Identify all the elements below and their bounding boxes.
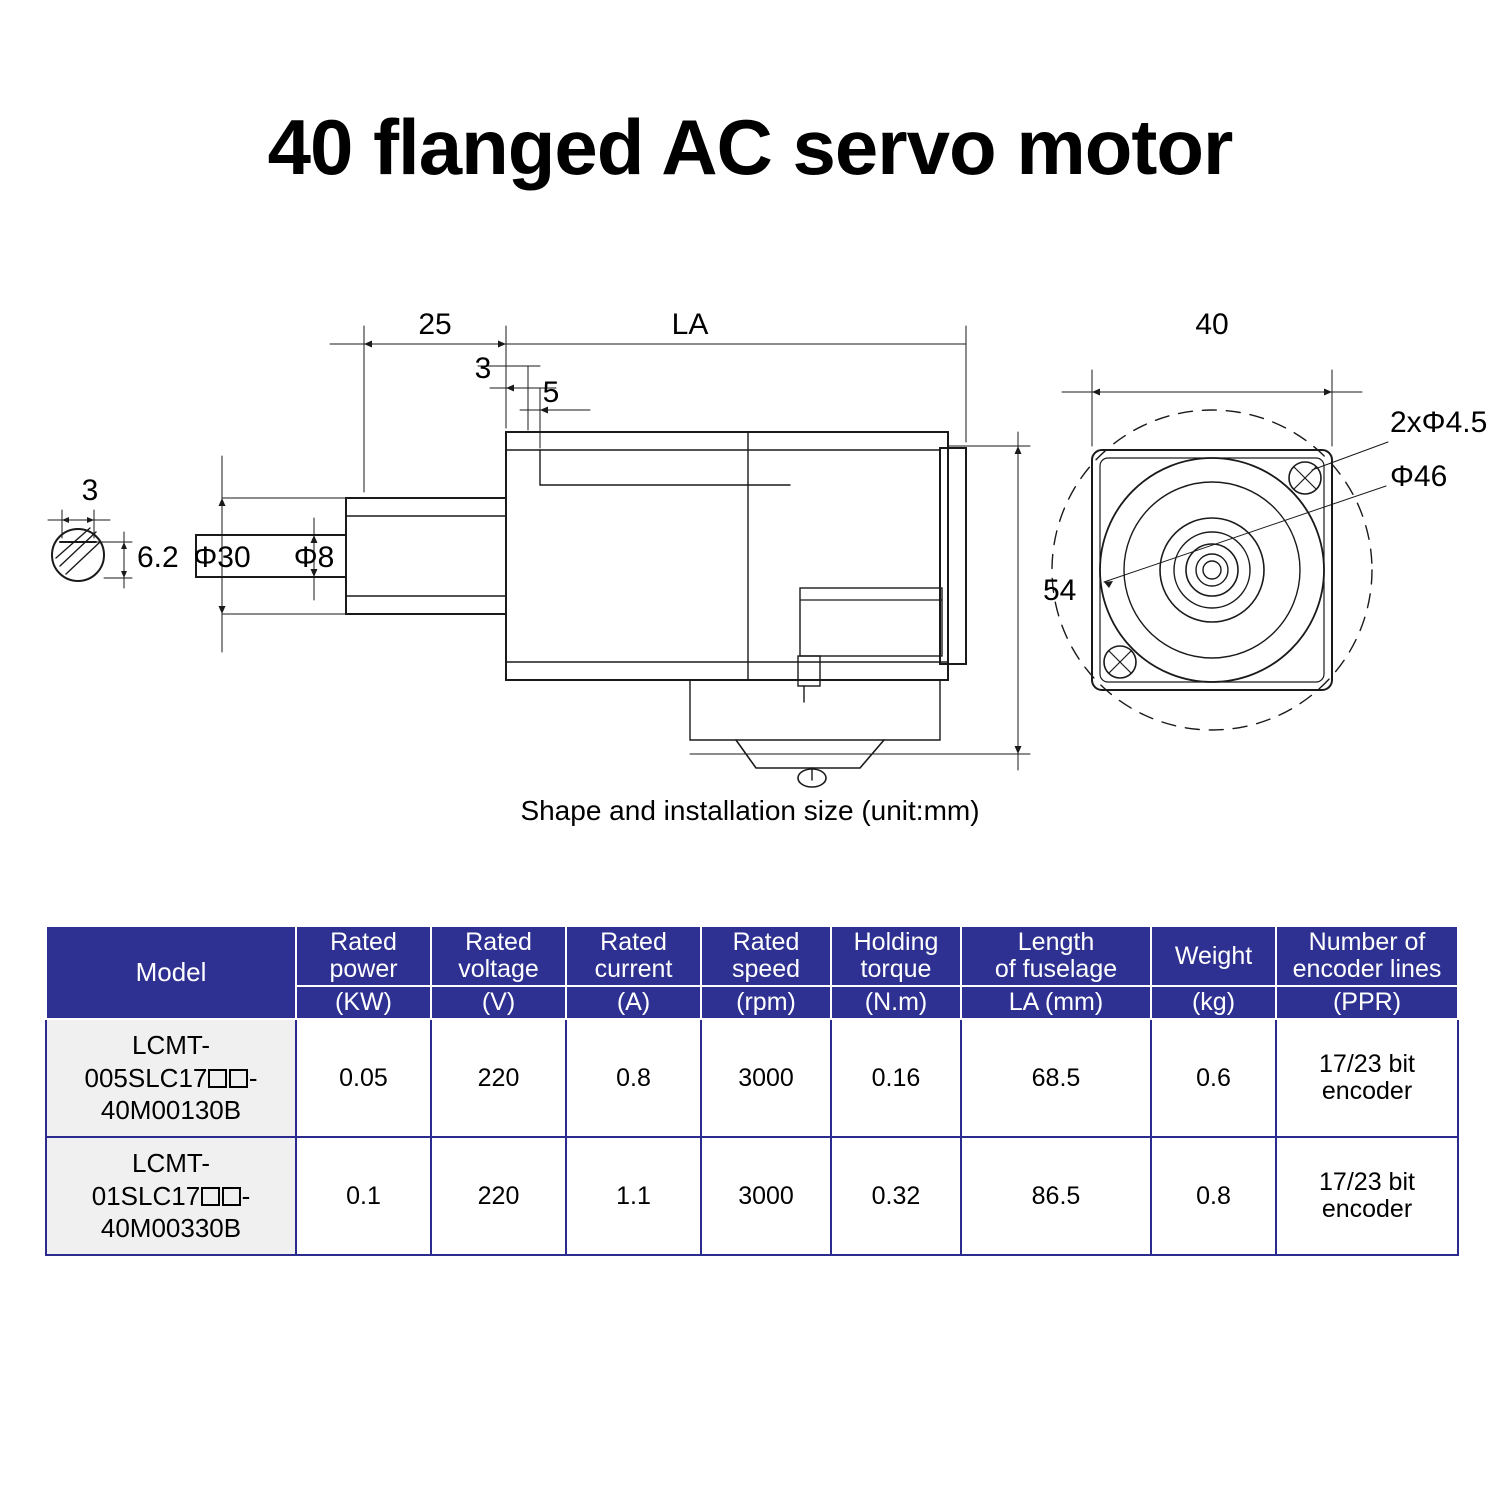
column-header-weight: [1151, 926, 1276, 986]
drawing-caption: Shape and installation size (unit:mm): [520, 795, 980, 826]
column-header-line2: speed: [731, 955, 801, 983]
cell-length-of-fuselage: 68.5: [961, 1019, 1151, 1137]
model-line-1: LCMT-: [132, 1030, 210, 1061]
model-prefix: 01SLC17: [91, 1180, 201, 1211]
cell-rated-current: 0.8: [566, 1019, 701, 1137]
dim-label-62: 6.2: [137, 541, 179, 574]
dim-label-25: 25: [418, 308, 452, 341]
column-unit-rated-current: (A): [566, 986, 701, 1019]
cell-length-of-fuselage: 86.5: [961, 1137, 1151, 1255]
cell-weight: 0.6: [1151, 1019, 1276, 1137]
dim-label-54: 54: [1043, 574, 1077, 607]
column-header-line1: Rated: [465, 928, 532, 956]
column-header-line2: current: [594, 955, 673, 983]
column-header-rated-speed: [701, 926, 831, 986]
end-view: [1052, 370, 1388, 730]
column-unit-length-of-fuselage: LA (mm): [961, 986, 1151, 1019]
cell-holding-torque: 0.16: [831, 1019, 961, 1137]
encoder-line-2: encoder: [1321, 1077, 1413, 1105]
cell-rated-voltage: 220: [431, 1137, 566, 1255]
column-unit-encoder-lines: (PPR): [1276, 986, 1458, 1019]
cell-rated-current: 1.1: [566, 1137, 701, 1255]
dim-label-la: LA: [671, 308, 709, 341]
cell-encoder-lines: [1276, 1137, 1458, 1255]
placeholder-box-icon: [229, 1069, 248, 1088]
column-header-line1: Length: [1017, 928, 1095, 956]
column-header-rated-current: [566, 926, 701, 986]
column-header-line1: Rated: [330, 928, 397, 956]
column-header-line1: Weight: [1174, 941, 1253, 970]
cell-rated-power: 0.1: [296, 1137, 431, 1255]
column-unit-holding-torque: (N.m): [831, 986, 961, 1019]
dim-label-40: 40: [1195, 308, 1229, 341]
specification-table: [45, 925, 1459, 1256]
placeholder-box-icon: [208, 1069, 227, 1088]
encoder-line-1: 17/23 bit: [1319, 1168, 1415, 1196]
cell-rated-power: 0.05: [296, 1019, 431, 1137]
column-unit-rated-speed: (rpm): [701, 986, 831, 1019]
keyway-end-view: [48, 510, 132, 588]
column-header-length-of-fuselage: [961, 926, 1151, 986]
cell-encoder-lines: [1276, 1019, 1458, 1137]
placeholder-box-icon: [201, 1187, 220, 1206]
model-line-3: 40M00330B: [100, 1213, 242, 1244]
encoder-line-1: 17/23 bit: [1319, 1050, 1415, 1078]
column-header-rated-voltage: [431, 926, 566, 986]
model-line-2: [50, 1062, 292, 1095]
column-header-holding-torque: [831, 926, 961, 986]
cell-rated-voltage: 220: [431, 1019, 566, 1137]
column-header-model: Model: [46, 926, 296, 1019]
model-suffix: -: [241, 1180, 251, 1211]
table-row: [46, 1137, 1458, 1255]
column-header-line1: Rated: [732, 928, 800, 956]
table-row: [46, 1019, 1458, 1137]
drawing-svg: [0, 270, 1500, 790]
dim-label-3-top: 3: [474, 352, 492, 385]
dim-label-phi46: Φ46: [1390, 460, 1448, 493]
column-header-line1: Rated: [600, 928, 667, 956]
model-line-3: 40M00130B: [100, 1095, 242, 1126]
column-header-line1: Holding: [853, 928, 939, 956]
cell-holding-torque: 0.32: [831, 1137, 961, 1255]
encoder-line-2: encoder: [1321, 1195, 1413, 1223]
page-title: 40 flanged AC servo motor: [267, 103, 1233, 191]
model-suffix: -: [248, 1062, 258, 1093]
dim-label-2xphi45: 2xΦ4.5: [1390, 406, 1488, 439]
column-header-encoder-lines: [1276, 926, 1458, 986]
column-header-line2: voltage: [458, 955, 539, 983]
table-body: [46, 1019, 1458, 1255]
cell-rated-speed: 3000: [701, 1137, 831, 1255]
technical-drawing: [0, 270, 1500, 790]
table-header: [46, 926, 1458, 1019]
cell-rated-speed: 3000: [701, 1019, 831, 1137]
column-header-line1: Number of: [1308, 928, 1426, 956]
model-line-1: LCMT-: [132, 1148, 210, 1179]
column-header-line2: power: [329, 955, 398, 983]
column-header-line2: of fuselage: [994, 955, 1118, 983]
column-unit-rated-voltage: (V): [431, 986, 566, 1019]
column-unit-weight: (kg): [1151, 986, 1276, 1019]
cell-model: [46, 1137, 296, 1255]
column-header-line2: encoder lines: [1292, 955, 1442, 983]
column-unit-rated-power: (KW): [296, 986, 431, 1019]
dim-label-3-left: 3: [81, 474, 99, 507]
dim-label-phi30: Φ30: [193, 541, 251, 574]
column-header-rated-power: [296, 926, 431, 986]
table-header-row-names: [46, 926, 1458, 986]
dim-label-5: 5: [542, 376, 560, 409]
model-line-2: [50, 1180, 292, 1213]
cell-weight: 0.8: [1151, 1137, 1276, 1255]
model-prefix: 005SLC17: [84, 1062, 208, 1093]
column-header-line2: torque: [860, 955, 932, 983]
cell-model: [46, 1019, 296, 1137]
placeholder-box-icon: [222, 1187, 241, 1206]
dim-label-phi8: Φ8: [293, 541, 335, 574]
